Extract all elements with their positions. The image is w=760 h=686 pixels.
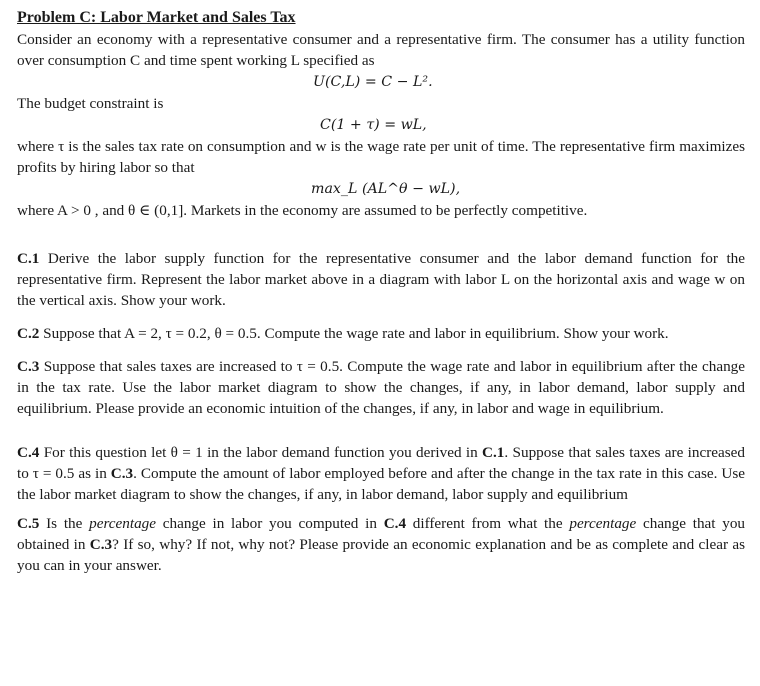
question-text: Suppose that sales taxes are increased to τ = 0.5. Compute the wage rate and labor in equilibrium after the change in the tax rate. Use the labor market diagram to show the changes, if any, in labor demand, labor supply and equilibrium. Please provide an economic intuition of the changes, if any, in labor and wage in equilibrium. — [17, 358, 745, 417]
emphasis-text: percentage — [569, 515, 637, 532]
question-text: change that you obtained in — [17, 515, 746, 553]
question-c1 — [17, 248, 745, 311]
question-text: . Compute the amount of labor employed before and after the change in the tax rate in this case. Use the labor market diagram to show the changes, if any, in labor demand, labor supply and equilibrium — [17, 465, 745, 503]
problem-title: Problem C: Labor Market and Sales Tax — [17, 9, 296, 26]
section-gap — [17, 419, 745, 442]
problem-document — [17, 7, 745, 576]
budget-intro: The budget constraint is — [17, 95, 164, 112]
budget-equation: C(1 + τ) = wL, — [320, 117, 427, 133]
section-gap — [17, 221, 745, 248]
question-c4 — [17, 442, 745, 505]
question-reference: C.1 — [482, 444, 505, 461]
question-reference: C.3 — [89, 536, 113, 553]
question-c3 — [17, 356, 745, 419]
question-reference: C.3 — [110, 465, 134, 482]
question-label: C.2 — [17, 325, 44, 342]
section-gap — [17, 344, 745, 356]
firm-paragraph: where τ is the sales tax rate on consumption and w is the wage rate per unit of time. The representative firm maximizes profits by hiring labor so that — [17, 138, 745, 176]
question-text: Is the — [46, 515, 90, 532]
emphasis-text: percentage — [89, 515, 157, 532]
question-text: For this question let θ = 1 in the labor demand function you derived in — [43, 444, 483, 461]
question-text: Derive the labor supply function for the representative consumer and the labor demand function for the representative firm. Represent the labor market above in a diagram with labor L on the horizontal axis and wage w on the vertical axis. Show your work. — [17, 250, 745, 309]
parameter-paragraph: where A > 0 , and θ ∈ (0,1]. Markets in the economy are assumed to be perfectly competitive. — [17, 202, 588, 219]
question-text: . Suppose that sales taxes are increased to τ = 0.5 as in — [17, 444, 745, 482]
question-reference: C.4 — [383, 515, 407, 532]
section-gap — [17, 311, 745, 323]
question-c2 — [17, 323, 745, 344]
intro-paragraph: Consider an economy with a representative consumer and a representative firm. The consumer has a utility function over consumption C and time spent working L specified as — [17, 31, 745, 69]
question-c5 — [17, 513, 745, 576]
question-label: C.4 — [17, 444, 44, 461]
question-text: change in labor you computed in — [156, 515, 384, 532]
profit-equation: max_L (AL^θ − wL), — [311, 181, 461, 197]
question-text: ? If so, why? If not, why not? Please provide an economic explanation and be as complete and clear as you can in your answer. — [17, 536, 746, 574]
question-label: C.5 — [17, 515, 47, 532]
section-gap — [17, 505, 745, 513]
question-label: C.1 — [17, 250, 48, 267]
question-label: C.3 — [17, 358, 44, 375]
question-text: different from what the — [406, 515, 570, 532]
question-text: Suppose that A = 2, τ = 0.2, θ = 0.5. Compute the wage rate and labor in equilibrium. Show your work. — [43, 325, 669, 342]
utility-equation: U(C,L) = C − L². — [313, 74, 433, 90]
